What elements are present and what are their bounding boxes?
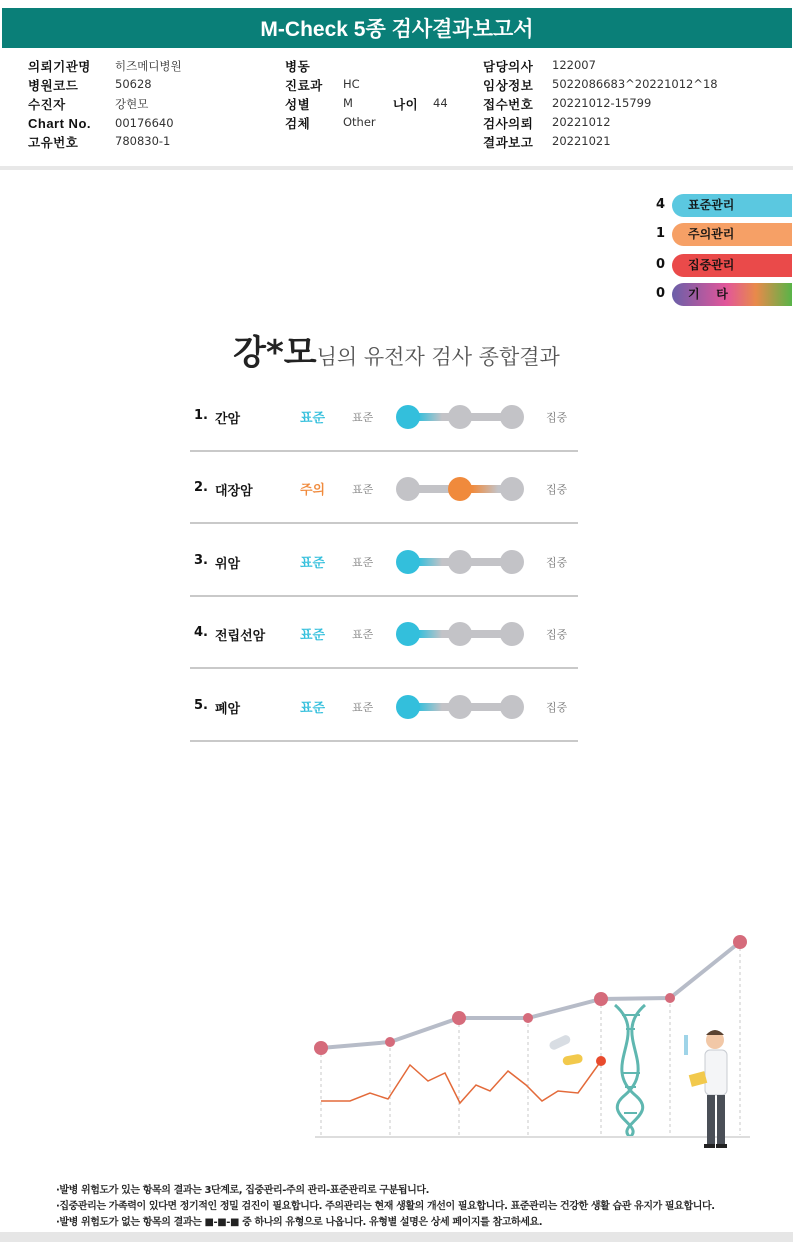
result-row xyxy=(190,525,578,597)
info-value: 20221012 xyxy=(552,115,611,129)
info-label: 나이 xyxy=(393,97,419,112)
info-label: 병동 xyxy=(285,59,311,74)
result-number: 3. xyxy=(194,553,208,568)
scientist-figure xyxy=(686,1030,727,1148)
result-row xyxy=(190,670,578,742)
result-number: 4. xyxy=(194,625,208,640)
info-label: Chart No. xyxy=(28,116,91,131)
row-divider xyxy=(190,522,578,524)
legend-label: 기 타 xyxy=(672,283,792,306)
result-row xyxy=(190,380,578,452)
legend-caution xyxy=(656,223,793,246)
row-divider xyxy=(190,667,578,669)
risk-dot-standard xyxy=(396,550,420,574)
info-value: 20221012-15799 xyxy=(552,96,652,110)
result-status: 표준 xyxy=(300,701,326,716)
info-label: 검체 xyxy=(285,116,311,131)
scale-low-label: 표준 xyxy=(352,556,374,569)
result-row xyxy=(190,597,578,669)
info-value: 20221021 xyxy=(552,134,611,148)
info-label: 성별 xyxy=(285,97,311,112)
info-label: 병원코드 xyxy=(28,78,79,93)
scale-high-label: 집중 xyxy=(546,483,568,496)
info-label: 고유번호 xyxy=(28,135,79,150)
info-value: M xyxy=(343,96,353,110)
result-name: 위암 xyxy=(215,557,241,572)
risk-dot-standard xyxy=(396,405,420,429)
info-value: HC xyxy=(343,77,360,91)
risk-level-indicator xyxy=(396,621,524,647)
result-status: 표준 xyxy=(300,628,326,643)
scale-high-label: 집중 xyxy=(546,628,568,641)
result-status: 주의 xyxy=(300,483,326,498)
risk-level-indicator xyxy=(396,694,524,720)
legend-label: 집중관리 xyxy=(672,254,792,277)
risk-level-indicator xyxy=(396,404,524,430)
risk-dot-standard xyxy=(396,477,420,501)
scale-low-label: 표준 xyxy=(352,701,374,714)
info-label: 수진자 xyxy=(28,97,66,112)
scale-low-label: 표준 xyxy=(352,483,374,496)
explanatory-notes xyxy=(56,1183,776,1231)
risk-level-indicator xyxy=(396,549,524,575)
info-label: 접수번호 xyxy=(483,97,534,112)
risk-dot-intensive xyxy=(500,405,524,429)
headline-text: 님의 유전자 검사 종합결과 xyxy=(316,345,560,369)
info-value: Other xyxy=(343,115,376,129)
note-line: ·발병 위험도가 있는 항목의 결과는 3단계로, 집중관리-주의 관리-표준관리로 구분됩니다. xyxy=(56,1185,430,1196)
info-value: 5022086683^20221012^18 xyxy=(552,77,718,91)
risk-dot-standard xyxy=(396,622,420,646)
patient-name-masked: 강*모 xyxy=(233,333,317,373)
result-number: 1. xyxy=(194,408,208,423)
report-title: M-Check 5종 검사결과보고서 xyxy=(2,8,792,48)
scale-low-label: 표준 xyxy=(352,411,374,424)
result-status: 표준 xyxy=(300,411,326,426)
info-label: 임상정보 xyxy=(483,78,534,93)
result-name: 전립선암 xyxy=(215,629,266,644)
result-name: 폐암 xyxy=(215,702,241,717)
info-label: 결과보고 xyxy=(483,135,534,150)
result-name: 간암 xyxy=(215,412,241,427)
divider xyxy=(0,166,793,170)
risk-dot-standard xyxy=(396,695,420,719)
legend-count: 1 xyxy=(656,226,666,241)
info-value: 44 xyxy=(433,96,448,110)
info-value: 122007 xyxy=(552,58,596,72)
risk-level-indicator xyxy=(396,476,524,502)
risk-dot-intensive xyxy=(500,477,524,501)
info-value: 강현모 xyxy=(115,97,149,111)
legend-count: 4 xyxy=(656,197,666,212)
result-number: 2. xyxy=(194,480,208,495)
footer-strip xyxy=(0,1232,793,1242)
result-name: 대장암 xyxy=(215,484,253,499)
result-number: 5. xyxy=(194,698,208,713)
info-value: 00176640 xyxy=(115,116,174,130)
legend-count: 0 xyxy=(656,257,666,272)
info-value: 780830-1 xyxy=(115,134,171,148)
scale-low-label: 표준 xyxy=(352,628,374,641)
info-label: 검사의뢰 xyxy=(483,116,534,131)
risk-dot-caution xyxy=(448,405,472,429)
risk-dot-intensive xyxy=(500,550,524,574)
info-value: 히즈메디병원 xyxy=(115,59,182,73)
scale-high-label: 집중 xyxy=(546,701,568,714)
note-line: ·발병 위험도가 없는 항목의 결과는 ■-■-■ 중 하나의 유형으로 나옵니다. 유형별 설명은 상세 페이지를 참고하세요. xyxy=(56,1217,543,1228)
info-label: 의뢰기관명 xyxy=(28,59,91,74)
patient-info xyxy=(0,53,793,165)
scale-high-label: 집중 xyxy=(546,411,568,424)
risk-dot-intensive xyxy=(500,695,524,719)
legend-label: 주의관리 xyxy=(672,223,792,246)
result-status: 표준 xyxy=(300,556,326,571)
risk-dot-caution xyxy=(448,477,472,501)
result-row xyxy=(190,452,578,524)
risk-dot-caution xyxy=(448,695,472,719)
info-value: 50628 xyxy=(115,77,152,91)
legend-label: 표준관리 xyxy=(672,194,792,217)
scale-high-label: 집중 xyxy=(546,556,568,569)
row-divider xyxy=(190,740,578,742)
legend-intensive xyxy=(656,254,793,277)
info-label: 진료과 xyxy=(285,78,323,93)
legend-standard xyxy=(656,194,793,217)
legend-other xyxy=(656,283,793,306)
risk-dot-caution xyxy=(448,622,472,646)
summary-headline xyxy=(0,325,793,374)
note-line: ·집중관리는 가족력이 있다면 정기적인 정밀 검진이 필요합니다. 주의관리는 현재 생활의 개선이 필요합니다. 표준관리는 건강한 생활 습관 유지가 필요합니다. xyxy=(56,1201,715,1212)
legend-count: 0 xyxy=(656,286,666,301)
risk-dot-caution xyxy=(448,550,472,574)
info-label: 담당의사 xyxy=(483,59,534,74)
risk-dot-intensive xyxy=(500,622,524,646)
chart-illustration xyxy=(300,925,760,1155)
